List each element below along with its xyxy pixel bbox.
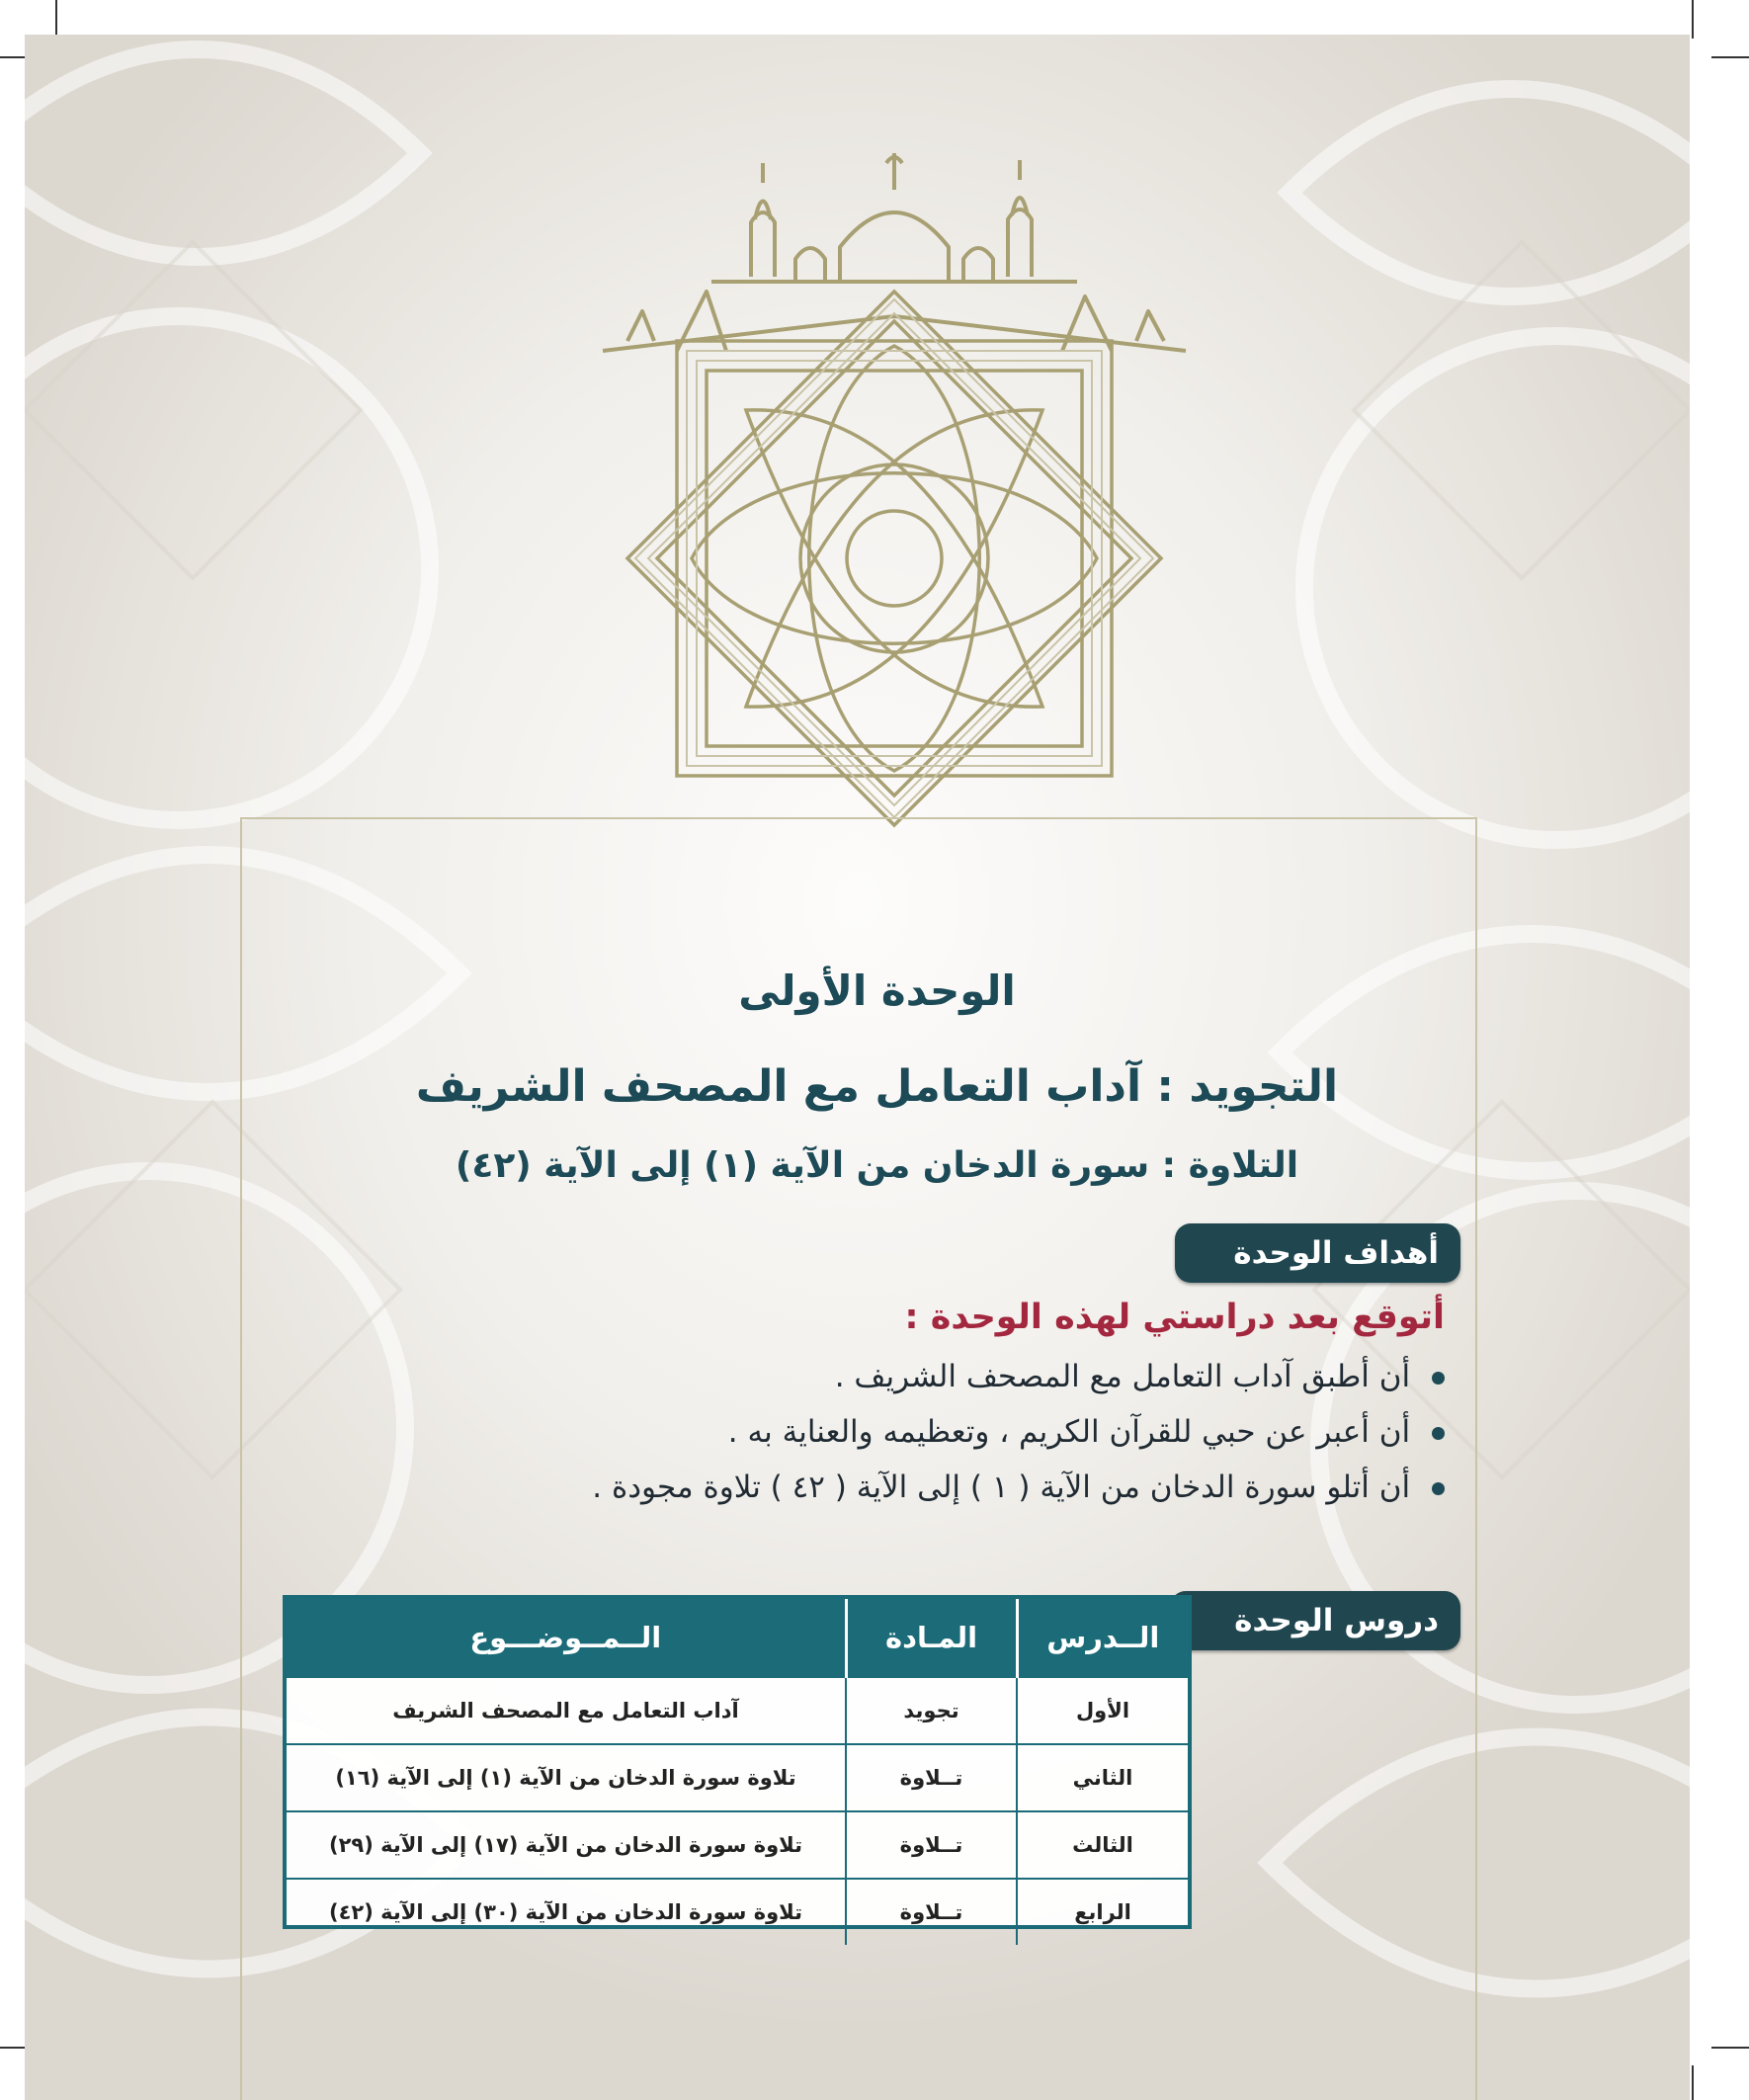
crop-mark-top-right-horizontal xyxy=(1711,56,1749,58)
table-header xyxy=(287,1599,1188,1677)
crop-mark-top-left-vertical xyxy=(55,0,57,39)
unit-lessons-table xyxy=(287,1599,1188,1945)
goal-item xyxy=(516,1404,1445,1460)
bullet-icon xyxy=(1432,1372,1445,1385)
unit-lessons-heading: دروس الوحدة xyxy=(1170,1591,1460,1650)
topic-cell: تلاوة سورة الدخان من الآية (٣٠) إلى الآية (٤٢) xyxy=(287,1879,846,1945)
subject-cell: تــلاوة xyxy=(846,1811,1017,1879)
crop-mark-top-right-vertical xyxy=(1692,0,1694,39)
crop-mark-bottom-right-vertical xyxy=(1692,2065,1694,2100)
goal-list xyxy=(516,1349,1445,1515)
lesson-cell: الثاني xyxy=(1017,1744,1188,1811)
subject-cell: تجويد xyxy=(846,1677,1017,1744)
bullet-icon xyxy=(1432,1427,1445,1440)
lesson-cell: الثالث xyxy=(1017,1811,1188,1879)
tajweed-title: التجويد : آداب التعامل مع المصحف الشريف xyxy=(415,1060,1339,1112)
goal-text: أن أعبر عن حبي للقرآن الكريم ، وتعظيمه والعناية به . xyxy=(727,1414,1411,1450)
topic-cell: آداب التعامل مع المصحف الشريف xyxy=(287,1677,846,1744)
table-row xyxy=(287,1879,1188,1945)
goal-item xyxy=(516,1349,1445,1404)
lesson-cell: الرابع xyxy=(1017,1879,1188,1945)
goal-item xyxy=(516,1460,1445,1515)
crop-mark-bottom-right-horizontal xyxy=(1711,2047,1749,2049)
lesson-column-header: الــدرس xyxy=(1017,1599,1188,1677)
unit-title: الوحدة الأولى xyxy=(738,966,1016,1016)
bullet-icon xyxy=(1432,1482,1445,1495)
textbook-page xyxy=(25,35,1690,2100)
unit-lessons-table-container xyxy=(283,1595,1192,1929)
goal-text: أن أتلو سورة الدخان من الآية ( ١ ) إلى الآية ( ٤٢ ) تلاوة مجودة . xyxy=(592,1470,1411,1505)
table-row xyxy=(287,1677,1188,1744)
goals-intro: أتوقع بعد دراستي لهذه الوحدة : xyxy=(904,1298,1445,1337)
table-row xyxy=(287,1811,1188,1879)
unit-goals-heading: أهداف الوحدة xyxy=(1175,1223,1460,1283)
table-row xyxy=(287,1744,1188,1811)
topic-cell: تلاوة سورة الدخان من الآية (١٧) إلى الآية (٢٩) xyxy=(287,1811,846,1879)
topic-column-header: الــمــوضـــوع xyxy=(287,1599,846,1677)
mosque-star-icon xyxy=(543,109,1245,880)
lesson-cell: الأول xyxy=(1017,1677,1188,1744)
recitation-title: التلاوة : سورة الدخان من الآية (١) إلى الآية (٤٢) xyxy=(455,1145,1299,1186)
subject-cell: تــلاوة xyxy=(846,1879,1017,1945)
subject-column-header: المـادة xyxy=(846,1599,1017,1677)
table-header-row xyxy=(287,1599,1188,1677)
goal-text: أن أطبق آداب التعامل مع المصحف الشريف . xyxy=(834,1359,1411,1394)
table-body xyxy=(287,1677,1188,1945)
subject-cell: تــلاوة xyxy=(846,1744,1017,1811)
topic-cell: تلاوة سورة الدخان من الآية (١) إلى الآية (١٦) xyxy=(287,1744,846,1811)
